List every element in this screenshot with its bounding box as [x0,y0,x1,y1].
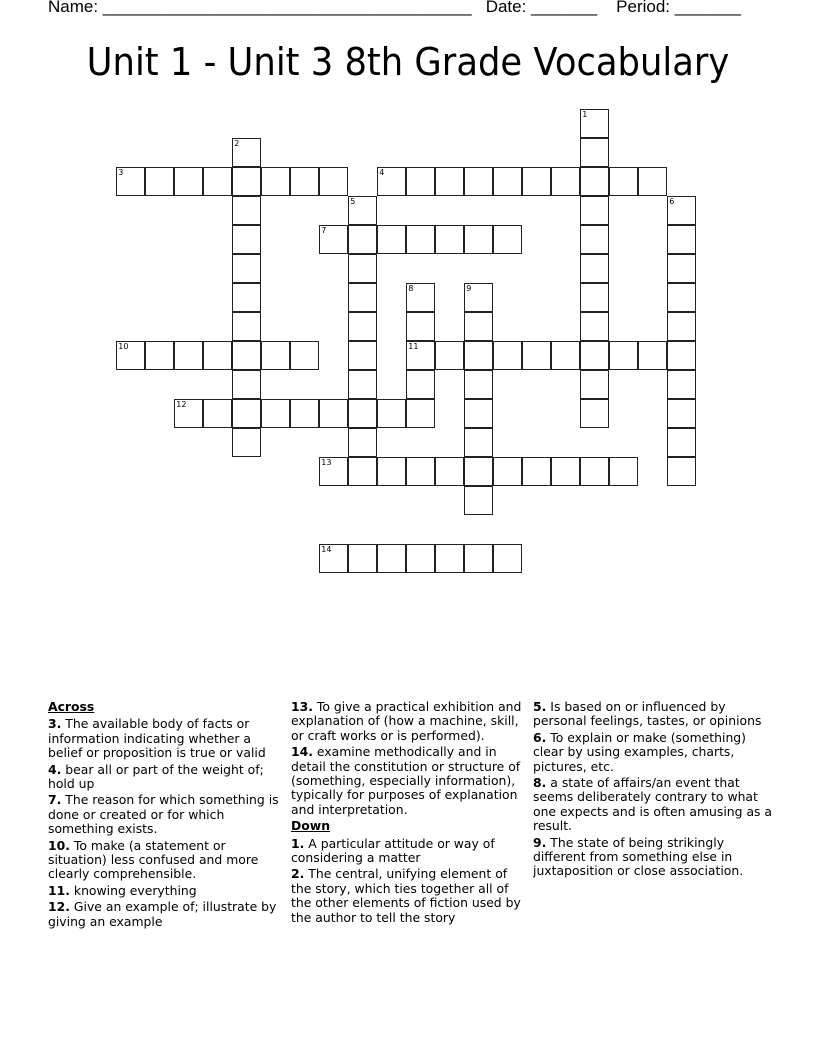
crossword-cell[interactable] [522,457,551,486]
crossword-cell[interactable] [493,341,522,370]
clue-number: 1. [291,835,305,851]
crossword-cell[interactable] [667,312,696,341]
clue-number: 11. [48,882,70,898]
cell-number: 11 [408,342,419,352]
crossword-cell[interactable] [232,428,261,457]
crossword-cell[interactable] [348,457,377,486]
clue-text: The available body of facts or information indicating whether a belief or proposition is true or valid [48,716,266,761]
crossword-cell[interactable] [319,457,348,486]
crossword-cell[interactable] [348,370,377,399]
clue-number: 9. [533,834,547,850]
crossword-cell[interactable] [319,544,348,573]
clue-number: 4. [48,761,62,777]
clue-number: 13. [291,699,313,714]
crossword-cell[interactable] [406,225,435,254]
crossword-cell[interactable] [232,399,261,428]
crossword-cell[interactable] [116,167,145,196]
crossword-cell[interactable] [464,486,493,515]
clue-down-1 [291,837,531,866]
crossword-cell[interactable] [464,457,493,486]
clue-text: Is based on or influenced by personal feelings, tastes, or opinions [533,699,762,729]
crossword-cell[interactable] [406,167,435,196]
crossword-cell[interactable] [667,370,696,399]
cell-number: 5 [350,197,356,207]
crossword-cell[interactable] [406,312,435,341]
crossword-cell[interactable] [580,109,609,138]
crossword-cell[interactable] [232,254,261,283]
crossword-cell[interactable] [435,544,464,573]
crossword-cell[interactable] [609,341,638,370]
crossword-cell[interactable] [261,399,290,428]
crossword-cell[interactable] [319,167,348,196]
clue-text: To make (a statement or situation) less confused and more clearly comprehensible. [48,837,259,882]
clue-across-11 [48,884,288,898]
crossword-cell[interactable] [522,341,551,370]
clue-number: 3. [48,716,62,732]
crossword-cell[interactable] [377,225,406,254]
crossword-cell[interactable] [203,341,232,370]
crossword-cell[interactable] [116,341,145,370]
clues-column-3 [533,700,773,881]
clue-across-4 [48,763,288,792]
crossword-cell[interactable] [261,341,290,370]
down-heading: Down [291,818,331,834]
cell-number: 3 [118,168,124,178]
clue-across-14 [291,745,531,817]
crossword-cell[interactable] [435,457,464,486]
name-field[interactable]: Name: _______________________________________ [48,0,472,16]
clue-text: a state of affairs/an event that seems deliberately contrary to what one expects and is often amusing as a result. [533,775,773,834]
crossword-cell[interactable] [232,138,261,167]
clue-text: To explain or make (something) clear by using examples, charts, pictures, etc. [533,729,746,774]
crossword-cell[interactable] [551,457,580,486]
cell-number: 1 [582,110,588,120]
clue-across-13 [291,700,531,743]
crossword-cell[interactable] [319,399,348,428]
crossword-cell[interactable] [580,225,609,254]
crossword-cell[interactable] [319,225,348,254]
crossword-cell[interactable] [667,225,696,254]
crossword-cell[interactable] [232,196,261,225]
cell-number: 4 [379,168,385,178]
crossword-cell[interactable] [580,399,609,428]
crossword-cell[interactable] [580,312,609,341]
clue-text: The central, unifying element of the story, which ties together all of the other elements of fiction used by the author to tell the story [291,866,521,925]
clue-number: 8. [533,775,547,791]
crossword-cell[interactable] [493,225,522,254]
crossword-cell[interactable] [377,167,406,196]
clue-text: Give an example of; illustrate by giving an example [48,899,277,929]
crossword-cell[interactable] [145,167,174,196]
crossword-cell[interactable] [174,341,203,370]
clue-text: bear all or part of the weight of; hold up [48,761,264,792]
cell-number: 2 [234,139,240,149]
crossword-cell[interactable] [348,428,377,457]
cell-number: 8 [408,284,414,294]
crossword-cell[interactable] [348,544,377,573]
crossword-cell[interactable] [667,457,696,486]
clue-across-7 [48,793,288,836]
clue-number: 6. [533,729,547,745]
crossword-cell[interactable] [203,167,232,196]
crossword-cell[interactable] [261,167,290,196]
period-field[interactable]: Period: _______ [616,0,741,16]
crossword-cell[interactable] [232,370,261,399]
crossword-cell[interactable] [174,167,203,196]
clue-text: A particular attitude or way of considering a matter [291,835,495,866]
clue-text: The state of being strikingly different from something else in juxtaposition or close association. [533,834,744,879]
crossword-cell[interactable] [580,167,609,196]
clue-number: 12. [48,899,70,915]
crossword-cell[interactable] [174,399,203,428]
clue-across-12 [48,900,288,929]
clue-number: 7. [48,792,62,808]
clue-text: knowing everything [73,882,197,898]
date-field[interactable]: Date: _______ [485,0,598,16]
clue-text: To give a practical exhibition and explanation of (how a machine, skill, or craft works or is performed). [291,699,522,743]
crossword-cell[interactable] [435,225,464,254]
crossword-cell[interactable] [580,196,609,225]
clue-number: 5. [533,699,547,714]
crossword-cell[interactable] [464,283,493,312]
clue-number: 14. [291,744,313,760]
cell-number: 7 [321,226,327,236]
crossword-cell[interactable] [406,544,435,573]
clue-down-9 [533,836,773,879]
cell-number: 6 [669,197,675,207]
crossword-cell[interactable] [464,544,493,573]
crossword-cell[interactable] [464,225,493,254]
crossword-cell[interactable] [609,457,638,486]
crossword-cell[interactable] [348,341,377,370]
crossword-cell[interactable] [580,370,609,399]
crossword-cell[interactable] [638,167,667,196]
crossword-cell[interactable] [232,225,261,254]
crossword-cell[interactable] [348,283,377,312]
crossword-cell[interactable] [464,370,493,399]
clue-down-5 [533,700,773,729]
crossword-cell[interactable] [406,283,435,312]
crossword-cell[interactable] [464,167,493,196]
crossword-cell[interactable] [580,341,609,370]
cell-number: 9 [466,284,472,294]
clue-down-2 [291,867,531,925]
crossword-cell[interactable] [638,341,667,370]
crossword-cell[interactable] [348,399,377,428]
crossword-cell[interactable] [290,167,319,196]
crossword-cell[interactable] [435,167,464,196]
crossword-cell[interactable] [290,399,319,428]
crossword-cell[interactable] [377,457,406,486]
crossword-cell[interactable] [290,341,319,370]
crossword-cell[interactable] [464,428,493,457]
crossword-cell[interactable] [406,457,435,486]
crossword-cell[interactable] [551,167,580,196]
crossword-cell[interactable] [406,341,435,370]
clue-text: examine methodically and in detail the constitution or structure of (something, especially information), typically for purposes of explanation and interpretation. [291,744,521,817]
crossword-cell[interactable] [667,428,696,457]
crossword-cell[interactable] [348,196,377,225]
clue-across-3 [48,717,288,760]
crossword-cell[interactable] [493,457,522,486]
crossword-cell[interactable] [493,544,522,573]
crossword-cell[interactable] [464,341,493,370]
crossword-cell[interactable] [145,341,174,370]
clues-column-1 [48,700,288,931]
cell-number: 13 [321,458,332,468]
crossword-cell[interactable] [232,312,261,341]
crossword-cell[interactable] [580,457,609,486]
crossword-cell[interactable] [464,399,493,428]
crossword-cell[interactable] [348,254,377,283]
crossword-cell[interactable] [377,544,406,573]
cell-number: 10 [118,342,129,352]
crossword-cell[interactable] [667,254,696,283]
crossword-cell[interactable] [580,138,609,167]
page-title: Unit 1 - Unit 3 8th Grade Vocabulary [86,40,730,84]
crossword-cell[interactable] [348,312,377,341]
clue-number: 10. [48,837,70,853]
cell-number: 12 [176,400,187,410]
crossword-cell[interactable] [667,283,696,312]
crossword-cell[interactable] [348,225,377,254]
crossword-cell[interactable] [232,167,261,196]
crossword-cell[interactable] [551,341,580,370]
across-heading: Across [48,699,95,714]
crossword-cell[interactable] [667,341,696,370]
crossword-cell[interactable] [522,167,551,196]
crossword-cell[interactable] [232,341,261,370]
clue-text: The reason for which something is done or created or for which something exists. [48,792,279,837]
crossword-cell[interactable] [609,167,638,196]
clue-down-6 [533,731,773,774]
crossword-cell[interactable] [203,399,232,428]
crossword-cell[interactable] [493,167,522,196]
clue-across-10 [48,839,288,882]
crossword-cell[interactable] [377,399,406,428]
crossword-cell[interactable] [406,399,435,428]
crossword-cell[interactable] [667,196,696,225]
crossword-cell[interactable] [580,283,609,312]
crossword-cell[interactable] [667,399,696,428]
crossword-cell[interactable] [580,254,609,283]
crossword-cell[interactable] [435,341,464,370]
cell-number: 14 [321,545,332,555]
clue-down-8 [533,776,773,834]
crossword-cell[interactable] [232,283,261,312]
crossword-cell[interactable] [464,312,493,341]
clue-number: 2. [291,866,305,882]
crossword-cell[interactable] [406,370,435,399]
clues-column-2 [291,700,531,927]
